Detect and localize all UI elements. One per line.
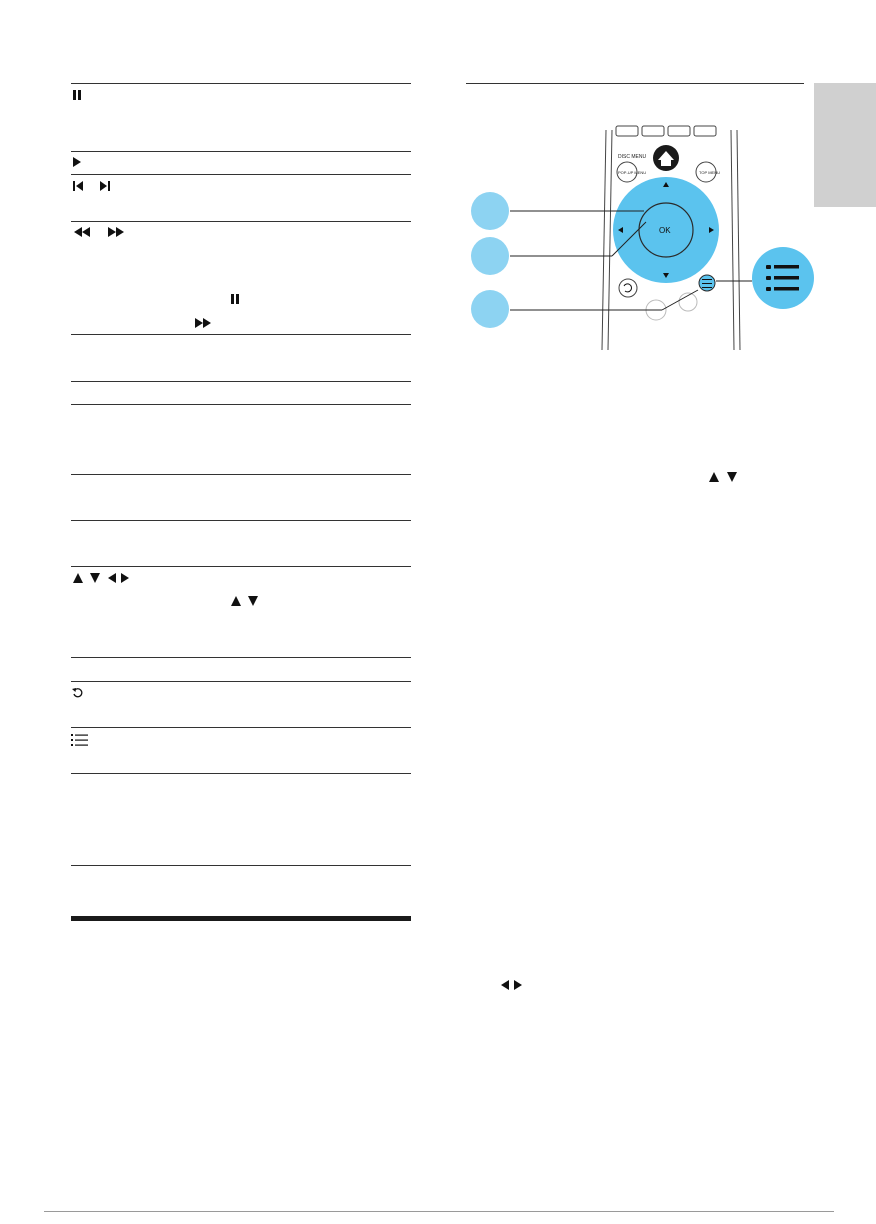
callout-1 <box>471 192 509 230</box>
down-arrow-icon <box>89 572 101 584</box>
table-row-divider <box>71 151 411 152</box>
down-arrow-icon <box>726 471 738 483</box>
rewind-icon <box>72 226 92 238</box>
callout-3 <box>471 290 509 328</box>
fast-forward-icon <box>193 317 213 329</box>
up-arrow-icon <box>708 471 720 483</box>
disc-menu-label: DISC MENU <box>618 154 647 160</box>
up-arrow-icon <box>72 572 84 584</box>
next-icon <box>99 180 111 192</box>
table-row-divider <box>71 334 411 335</box>
left-arrow-icon <box>500 979 510 991</box>
table-row-divider <box>71 404 411 405</box>
remote-control-illustration <box>466 120 816 350</box>
page-bottom-rule <box>44 1211 834 1212</box>
previous-icon <box>72 180 84 192</box>
right-arrow-icon <box>120 572 130 584</box>
svg-text:POP-UP MENU: POP-UP MENU <box>618 170 647 175</box>
svg-text:TOP MENU: TOP MENU <box>699 170 720 175</box>
up-arrow-icon <box>230 595 242 607</box>
callout-2 <box>471 237 509 275</box>
table-row-divider <box>71 681 411 682</box>
language-tab <box>814 83 876 207</box>
section-heading-rule <box>466 83 804 84</box>
pause-icon <box>230 293 240 305</box>
table-row-divider <box>71 566 411 567</box>
table-row-divider <box>71 174 411 175</box>
options-icon <box>71 733 89 747</box>
table-row-divider <box>71 865 411 866</box>
play-icon <box>72 156 82 168</box>
table-row-divider <box>71 381 411 382</box>
right-arrow-icon <box>513 979 523 991</box>
table-row-divider <box>71 773 411 774</box>
left-arrow-icon <box>107 572 117 584</box>
down-arrow-icon <box>247 595 259 607</box>
table-bottom-rule <box>71 916 411 921</box>
table-row-divider <box>71 727 411 728</box>
table-row-divider <box>71 520 411 521</box>
fast-forward-icon <box>106 226 126 238</box>
pause-icon <box>72 89 82 101</box>
table-row-divider <box>71 657 411 658</box>
table-top-rule <box>71 83 411 84</box>
back-icon <box>71 686 83 698</box>
svg-text:OK: OK <box>659 226 671 235</box>
table-row-divider <box>71 221 411 222</box>
table-row-divider <box>71 474 411 475</box>
